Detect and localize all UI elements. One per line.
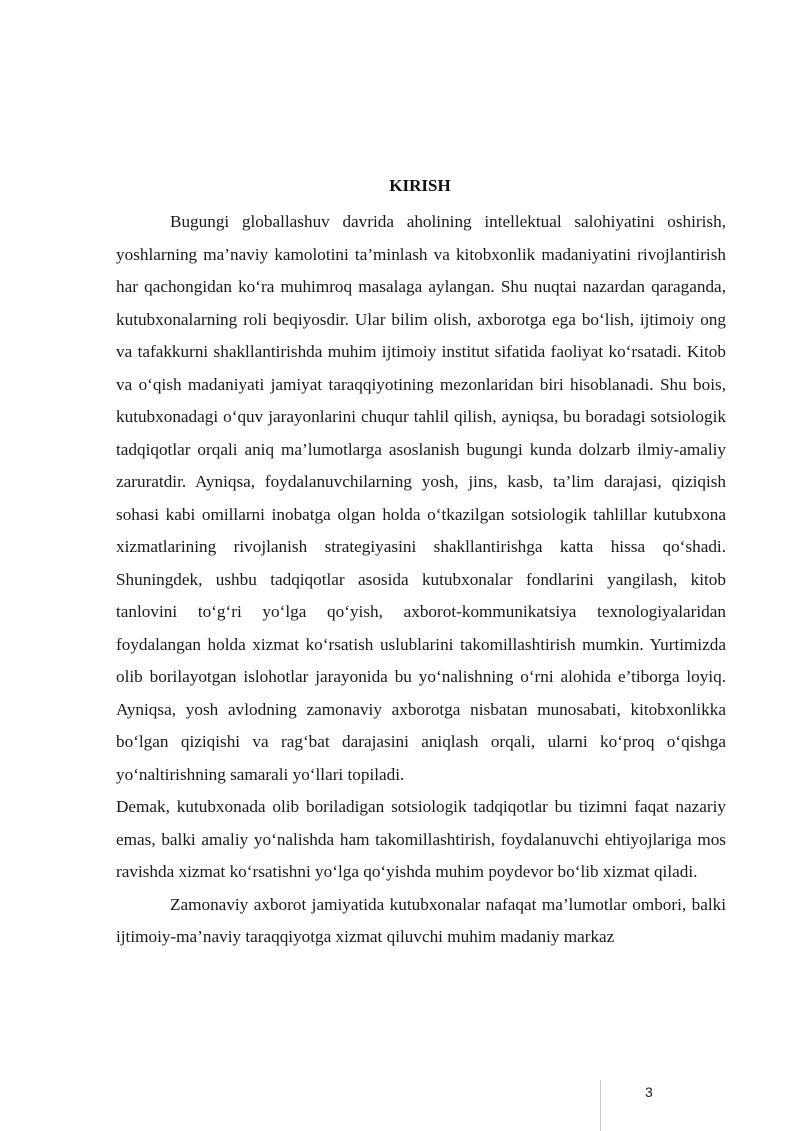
section-heading: KIRISH	[389, 176, 451, 195]
body-text	[116, 206, 726, 954]
paragraph-conclusion: Demak, kutubxonada olib boriladigan sotsiologik tadqiqotlar bu tizimni faqat nazariy emas, balki amaliy yo‘nalishda ham takomillashtirish, foydalanuvchi ehtiyojlariga mos ravishda xizmat ko‘rsatishni yo‘lga qo‘yishda muhim poydevor bo‘lib xizmat qiladi.	[116, 797, 726, 881]
paragraph-intro: Bugungi globallashuv davrida aholining intellektual salohiyatini oshirish, yoshlarning ma’naviy kamolotini ta’minlash va kitobxonlik madaniyatini rivojlantirish har qachongidan ko‘ra muhimroq masalaga aylangan. Shu nuqtai nazardan qaraganda, kutubxonalarning roli beqiyosdir. Ular bilim olish, axborotga ega bo‘lish, ijtimoiy ong va tafakkurni shakllantirishda muhim ijtimoiy institut sifatida faoliyat ko‘rsatadi. Kitob va o‘qish madaniyati jamiyat taraqqiyotining mezonlaridan biri hisoblanadi. Shu bois, kutubxonadagi o‘quv jarayonlarini chuqur tahlil qilish, ayniqsa, bu boradagi sotsiologik tadqiqotlar orqali aniq ma’lumotlarga asoslanish bugungi kunda dolzarb ilmiy-amaliy zaruratdir. Ayniqsa, foydalanuvchilarning yosh, jins, kasb, ta’lim darajasi, qiziqish sohasi kabi omillarni inobatga olgan holda o‘tkazilgan sotsiologik tahlillar kutubxona xizmatlarining rivojlanish strategiyasini shakllantirishga katta hissa qo‘shadi. Shuningdek, ushbu tadqiqotlar asosida kutubxonalar fondlarini yangilash, kitob tanlovini to‘g‘ri yo‘lga qo‘yish, axborot-kommunikatsiya texnologiyalaridan foydalangan holda xizmat ko‘rsatish uslublarini takomillashtirish mumkin. Yurtimizda olib borilayotgan islohotlar jarayonida bu yo‘nalishning o‘rni alohida e’tiborga loyiq. Ayniqsa, yosh avlodning zamonaviy axborotga nisbatan munosabati, kitobxonlikka bo‘lgan qiziqishi va rag‘bat darajasini aniqlash orqali, ularni ko‘proq o‘qishga yo‘naltirishning samarali yo‘llari topiladi.	[116, 212, 726, 784]
page-number: 3	[645, 1084, 653, 1100]
paragraph-continuation: Zamonaviy axborot jamiyatida kutubxonalar nafaqat ma’lumotlar ombori, balki ijtimoiy-ma’naviy taraqqiyotga xizmat qiluvchi muhim madaniy markaz	[116, 894, 726, 946]
footer-divider	[600, 1080, 601, 1131]
